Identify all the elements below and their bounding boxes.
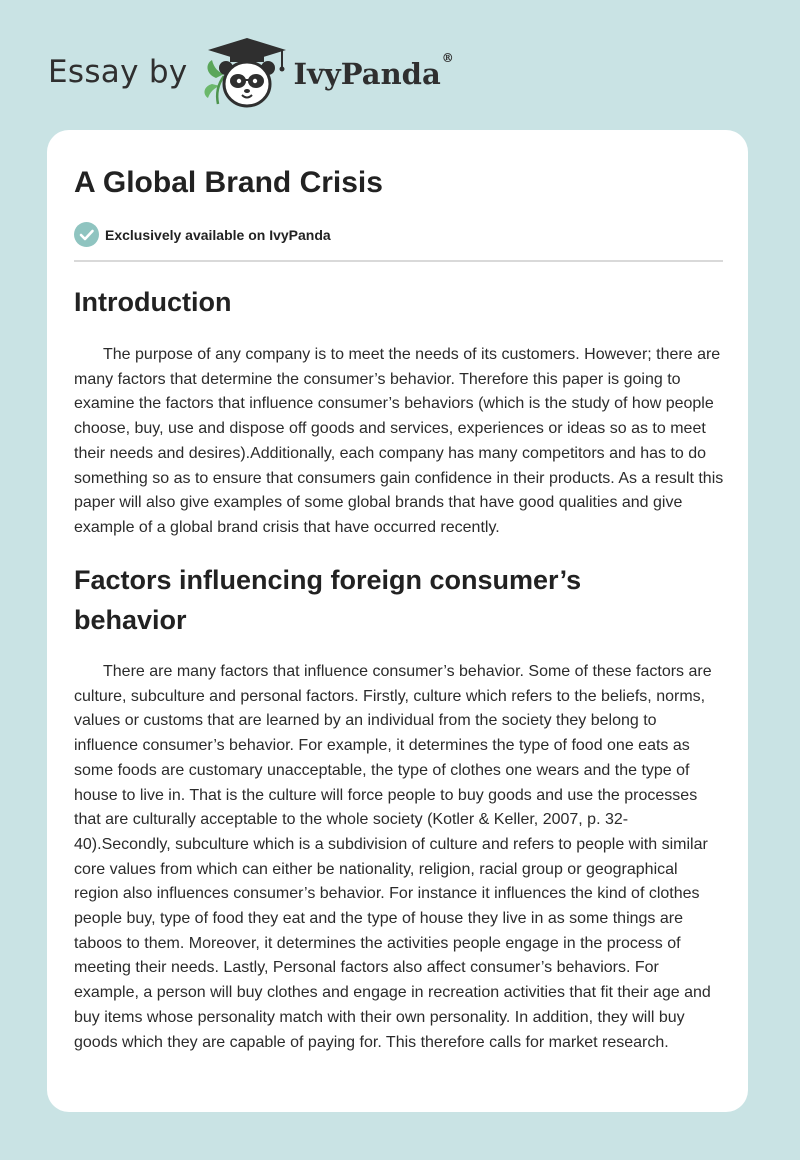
registered-mark: ® <box>441 51 454 65</box>
essay-by-label: Essay by <box>48 54 188 90</box>
exclusive-text: Exclusively available on IvyPanda <box>105 226 331 243</box>
check-circle-icon <box>74 222 99 247</box>
panda-graduate-icon[interactable] <box>202 34 292 110</box>
essay-card <box>47 130 748 1112</box>
exclusive-badge <box>74 222 331 247</box>
section-paragraph-introduction: The purpose of any company is to meet the needs of its customers. However; there are many factors that determine the consumer’s behavior. Therefore this paper is going to examine the factors that influence consumer’s behaviors (which is the study of how people choose, buy, use and dispose off goods and services, experiences or ideas so as to meet their needs and desires).Additionally, each company has many competitors and has to do something so as to ensure that consumers gain confidence in their products. As a result this paper will also give examples of some global brands that have good qualities and give example of a global brand crisis that have occurred recently. <box>74 346 724 536</box>
title-divider <box>74 260 723 262</box>
page-title: A Global Brand Crisis <box>74 166 383 199</box>
section-heading-introduction: Introduction <box>74 287 232 317</box>
brand-name[interactable]: IvyPanda® <box>293 51 454 91</box>
site-header <box>48 34 454 110</box>
section-paragraph-factors: There are many factors that influence consumer’s behavior. Some of these factors are culture, subculture and personal factors. Firstly, culture which refers to the beliefs, norms, values or customs that are learned by an individual from the society they belong to influence consumer’s behavior. For example, it determines the type of food one eats as some foods are customary unacceptable, the type of clothes one wears and the type of house to live in. That is the culture will force people to buy goods and use the processes that are culturally acceptable to the whole society (Kotler & Keller, 2007, p. 32-40).Secondly, subculture which is a subdivision of culture and refers to people with similar core values from which can either be nationality, religion, racial group or geographical region also influences consumer’s behavior. For instance it influences the kind of clothes people buy, type of food they eat and the type of house they live in as some things are taboos to them. Moreover, it determines the activities people engage in the process of meeting their needs. Lastly, Personal factors also affect consumer’s behaviors. For example, a person will buy clothes and engage in recreation activities that fit their age and buy items whose personality match with their own personality. In addition, they will buy goods which they are capable of paying for. This therefore calls for market research. <box>74 663 712 1051</box>
section-heading-factors: Factors influencing foreign consumer’s behavior <box>74 565 582 635</box>
